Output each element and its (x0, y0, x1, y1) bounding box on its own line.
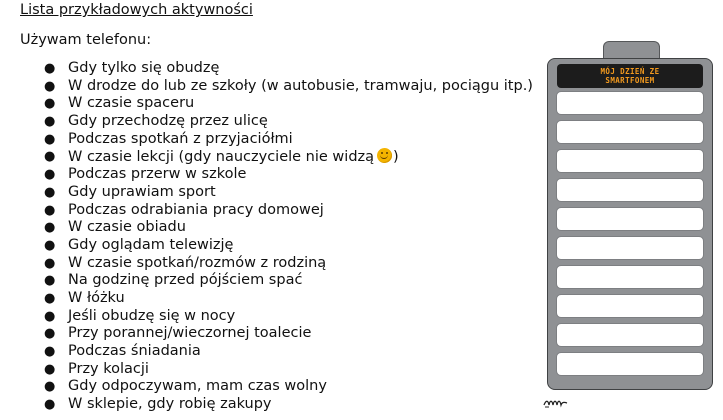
bullet-icon: ● (44, 237, 56, 253)
bullet-icon: ● (44, 379, 56, 395)
list-item: ● Podczas odrabiania pracy domowej (44, 201, 324, 218)
activity-list (44, 60, 533, 414)
signature-scribble-icon (543, 397, 571, 409)
list-item: ● Podczas spotkań z przyjaciółmi (44, 130, 293, 147)
list-item: ● Podczas przerw w szkole (44, 166, 247, 183)
bullet-icon: ● (44, 202, 56, 218)
list-item: ● W czasie obiadu (44, 219, 186, 236)
bullet-icon: ● (44, 114, 56, 130)
intro-text: Używam telefonu: (20, 32, 152, 48)
phone-slot (556, 207, 704, 231)
phone-slot (556, 91, 704, 115)
list-item: ● Przy porannej/wieczornej toalecie (44, 325, 312, 342)
document-heading: Lista przykładowych aktywności (20, 2, 253, 18)
phone-slot (556, 149, 704, 173)
list-item: ● Gdy przechodzę przez ulicę (44, 113, 268, 130)
list-item: ● Gdy tylko się obudzę (44, 60, 220, 76)
bullet-icon: ● (44, 308, 56, 324)
smiley-face-icon (377, 148, 392, 163)
bullet-icon: ● (44, 361, 56, 377)
phone-slot (556, 294, 704, 318)
bullet-icon: ● (44, 61, 56, 76)
list-item: ● Jeśli obudzę się w nocy (44, 307, 236, 324)
bullet-icon: ● (44, 131, 56, 147)
list-item: ● Podczas śniadania (44, 343, 201, 359)
phone-slot (556, 120, 704, 144)
list-item: ● Gdy oglądam telewizję (44, 236, 234, 253)
bullet-icon: ● (44, 397, 56, 413)
bullet-icon: ● (44, 167, 56, 183)
list-item: ● W drodze do lub ze szkoły (w autobusie, tramwaju, pociągu itp.) (44, 77, 533, 94)
list-item: ● Przy kolacji (44, 360, 149, 377)
list-item: ● Gdy uprawiam sport (44, 183, 216, 200)
list-item: ● Na godzinę przed pójściem spać (44, 272, 303, 289)
list-item: ● W sklepie, gdy robię zakupy (44, 396, 272, 413)
bullet-icon: ● (44, 220, 56, 236)
smartphone-illustration (547, 58, 713, 390)
phone-title-label: MÓJ DZIEŃ ZE SMARTFONEM (557, 64, 703, 88)
list-item: ● Gdy odpoczywam, mam czas wolny (44, 378, 327, 395)
bullet-icon: ● (44, 184, 56, 200)
bullet-icon: ● (44, 290, 56, 306)
phone-slot (556, 352, 704, 376)
bullet-icon: ● (44, 255, 56, 271)
phone-slot (556, 323, 704, 347)
list-item: ● W czasie lekcji (gdy nauczyciele nie widzą ) (44, 149, 399, 166)
list-item: ● W łóżku (44, 289, 125, 306)
bullet-icon: ● (44, 326, 56, 342)
bullet-icon: ● (44, 273, 56, 289)
list-item: ● W czasie spaceru (44, 95, 195, 112)
bullet-icon: ● (44, 344, 56, 359)
phone-slot (556, 265, 704, 289)
bullet-icon: ● (44, 149, 56, 165)
phone-slot (556, 236, 704, 260)
list-item: ● W czasie spotkań/rozmów z rodziną (44, 254, 327, 271)
bullet-icon: ● (44, 96, 56, 112)
phone-slot (556, 178, 704, 202)
bullet-icon: ● (44, 78, 56, 94)
